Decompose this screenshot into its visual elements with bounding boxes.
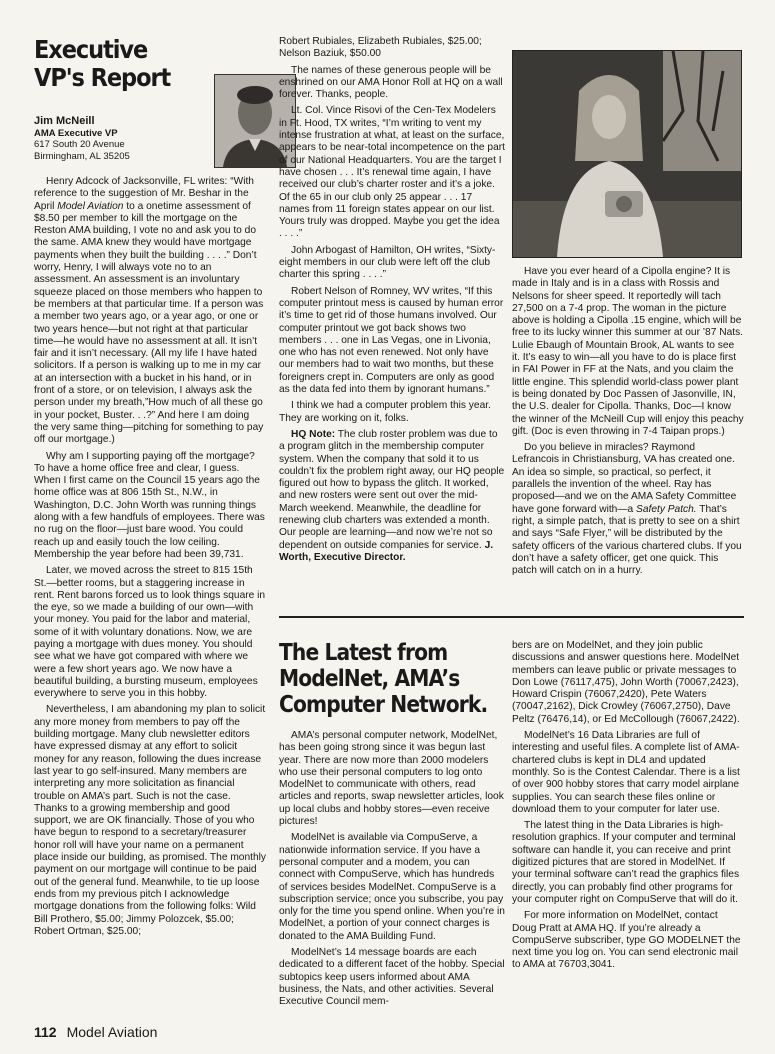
paragraph: ModelNet is available via CompuServe, a nationwide information service. If you have a personal computer and a modem, you can connect with CompuServe, which has hundreds of services besides ModelNet. CompuServe is a subscription service; once you subscribe, you pay only for the time you spend online. When you’re in ModelNet, a portion of your connect charges is donated to the AMA Building Fund. — [279, 832, 505, 942]
page-title: Executive VP's Report — [34, 35, 171, 92]
paragraph: AMA’s personal computer network, ModelNet, has been going strong since it was begun last year. There are now more than 2000 modelers who use their personal computers to log onto ModelNet to communicate with others, read articles and reports, swap newsletter articles, look up local clubs and hobby stores—even receive pictures! — [279, 730, 504, 828]
modelnet-column-right — [512, 640, 744, 976]
page-footer — [34, 1024, 167, 1040]
paragraph: I think we had a computer problem this year. They are working on it, folks. — [279, 400, 491, 424]
paragraph: bers are on ModelNet, and they join public discussions and answer questions here. ModelNet members can leave public or private messages to Don Lowe (76117,475), John Worth (70067,2423), Howard Crispin (76067,2420), Pete Waters (70047,2162), Dick Crowley (76067,2750), Dave Peltz (76476,14), or Ed McCollough (76067,2422). — [512, 640, 740, 725]
paragraph: Henry Adcock of Jacksonville, FL writes: “With reference to the suggestion of Mr. Beshar in the April Model Aviation to a onetime assessment of $8.50 per member to kill the mortgage on the Reston AMA building, I vote no and ask you to do the same. AMA knew they would have mortgage payments when they built the building . . . .” Don’t worry, Henry, I will always vote no to an assessment. An assessment is an involuntary squeeze placed on those members who happen to be members at that particular time. If a person was a member two years ago, or a year ago, or one or two years hence—but not right at that particular time—he would have no assessment at all. It isn’t fair and it isn’t necessary. (All my life I have hated solicitors. If a person is walking up to me in my car at an intersection with a bucket in his hand, or in front of a store, or on television, I always ask the person under my breath,”How much of all these go in your pocket, Buster. . .?” And here I am doing the very same thing—pitching for something to pay off our mortgage.) — [34, 176, 264, 446]
paragraph: ModelNet’s 14 message boards are each dedicated to a different facet of the hobby. Special subtopics keep users informed about AMA business, the Nats, and other activities. Several Executive Council mem- — [279, 947, 505, 1008]
paragraph: Do you believe in miracles? Raymond Lefrancois in Christiansburg, VA has created one. An idea so simple, so practical, so perfect, it parallels the invention of the wheel. Ray has proposed—and we on the AMA Safety Committee have gone forward with—a Safety Patch. That’s right, a simple patch, that is pretty to see on a shirt and says “Safe Flyer,” will be distributed by the safety officers of the various chartered clubs. If you don’t have a safety officer, get one quick. This patch will catch on in a hurry. — [512, 442, 742, 577]
section-divider — [279, 616, 744, 618]
paragraph: John Arbogast of Hamilton, OH writes, “Sixty-eight members in our club were left off the club charter this spring . . . .” — [279, 244, 496, 281]
paragraph: ModelNet’s 16 Data Libraries are full of interesting and useful files. A complete list of AMA-chartered clubs is kept in DL4 and updated monthly. So is the Contest Calendar. There is a list of over 900 hobby stores that carry model airplane supplies. You can search these files online or download them to your computer for later use. — [512, 730, 740, 815]
author-address-line-1: 617 South 20 Avenue — [34, 139, 125, 150]
author-name: Jim McNeill — [34, 115, 95, 127]
author-role: AMA Executive VP — [34, 127, 118, 139]
author-address-line-2: Birmingham, AL 35205 — [34, 150, 130, 162]
paragraph: The latest thing in the Data Libraries is high-resolution graphics. If your computer and terminal software can handle it, you can receive and print digitized pictures that are stored in ModelNet. If your terminal software can’t read the graphics files directly, you can probably find other programs for your computer right on CompuServe that will do it. — [512, 820, 740, 905]
modelnet-column-left — [279, 640, 505, 1013]
paragraph: Nevertheless, I am abandoning my plan to solicit any more money from members to pay off the building mortgage. Many club newsletter editors have expressed dismay at any effort to solicit money for any reason, following the dues increase last year to go self-insured. Many members are interpreting any more solicitation as financial trouble on AMA’s part. Such is not the case. Thanks to a growing membership and good support, we are OK financially. Those of you who have begun to respond to a secretary/treasurer honor roll will have your name on a permanent place inside our building, as promised. The monthly payment on our mortgage will continue to be paid out of the general fund. Meanwhile, to tie up loose ends from my previous pitch I acknowledge mortgage donations from the following folks: Wild Bill Prothero, $5.00; Jimmy Polozcek, $5.00; Robert Ortman, $25.00; — [34, 704, 266, 937]
byline — [34, 116, 214, 162]
paragraph: Later, we moved across the street to 815 15th St.—better rooms, but a staggering increase in rent. Rent barons forced us to look things square in the eye, so we made a building of our own—with your money. You paid for the labor and material, some of it with voluntary donations. Now, we are paying a mortgage with dues money. You should see what we have got compared with where we were a few short years ago. We now have a beautiful building, a bursting museum, employees everywhere to serve you in this hobby. — [34, 565, 266, 700]
paragraph: Lt. Col. Vince Risovi of the Cen-Tex Modelers in Ft. Hood, TX writes, “I’m writing to vent my intense frustration at what, at least on the surface, appears to be near-total incompetence on the part of our National Headquarters. You are the target I have chosen . . . It’s renewal time again, I have received our club’s charter roster and it’s a joke. Of the 65 in our club only 25 appear . . . 17 names from 11 foreign states appear on our list. Yours truly was dropped. Maybe you get the idea . . . .” — [279, 105, 505, 240]
column-3 — [512, 36, 744, 581]
paragraph: Robert Rubiales, Elizabeth Rubiales, $25.00; Nelson Baziuk, $50.00 — [279, 36, 482, 60]
modelnet-headline: The Latest from ModelNet, AMA’s Computer Network. — [279, 640, 488, 718]
column-1 — [34, 36, 266, 942]
report-header — [34, 36, 266, 176]
paragraph: For more information on ModelNet, contact Doug Pratt at AMA HQ. If you’re already a CompuServe subscriber, type GO MODELNET the next time you log on. You can send electronic mail to AMA at 76703,3041. — [512, 910, 741, 971]
column-2 — [279, 36, 505, 568]
cipolla-engine-photo — [512, 50, 742, 258]
publication-name: Model Aviation — [66, 1024, 158, 1040]
paragraph: Have you ever heard of a Cipolla engine? It is made in Italy and is in a class with Rossis and Nelsons for sheer speed. It reportedly will tach 27,500 on a 7-4 prop. The woman in the picture above is holding a Cipolla .15 engine, which will be free to its lucky winner this summer at our ’87 Nats. Lulie Ebaugh of Mountain Brook, AL wants to see it. It’s easy to win—all you have to do is place first in FAI Power in FF at the Nats, and you claim the little engine. This splendid world-class power plant is being donated by Doc Passen of Jasonville, IN, the U.S. dealer for Cipolla. Thanks, Doc—I know the winner of the McNeill Cup will enjoy this peachy gift. (Doc is even throwing in 7-4 Taipan props.) — [512, 266, 744, 437]
paragraph: Why am I supporting paying off the mortgage? To have a home office free and clear, I guess. When I first came on the Council 15 years ago the home office was at 806 15th St., N.W., in Washington, D.C. John Worth was running things along with a few handfuls of employees. There was no rug on the floor—just bare wood. You could reach up and easily touch the low ceiling. Membership the year before had been 39,731. — [34, 450, 265, 560]
paragraph: Robert Nelson of Romney, WV writes, “If this computer printout mess is caused by human error it’s time to get rid of those humans involved. Our computer printout we got back shows two members . . . one in Las Vegas, one in Livonia, one who has not even renewed. Not only have our members had to wait two months, but these foreigners crept in. Computers are only as good as the data fed into them by ignorant humans.” — [279, 285, 504, 396]
hq-note: HQ Note: The club roster problem was due to a program glitch in the membership computer system. When the company that sold it to us couldn’t fix the problem right away, our HQ people figured out how to bypass the glitch. It worked, and new rosters were sent out over the mid-March weekend. Meanwhile, the deadline for renewing club charters was extended a month. Our people are learning—and now we’re not so dependent on outside companies for service. J. Worth, Executive Director. — [279, 428, 505, 563]
paragraph: The names of these generous people will be enshrined on our AMA Honor Roll at HQ on a wall forever. Thanks, people. — [279, 64, 503, 101]
photo-image — [513, 51, 741, 257]
page-number: 112 — [34, 1024, 57, 1040]
